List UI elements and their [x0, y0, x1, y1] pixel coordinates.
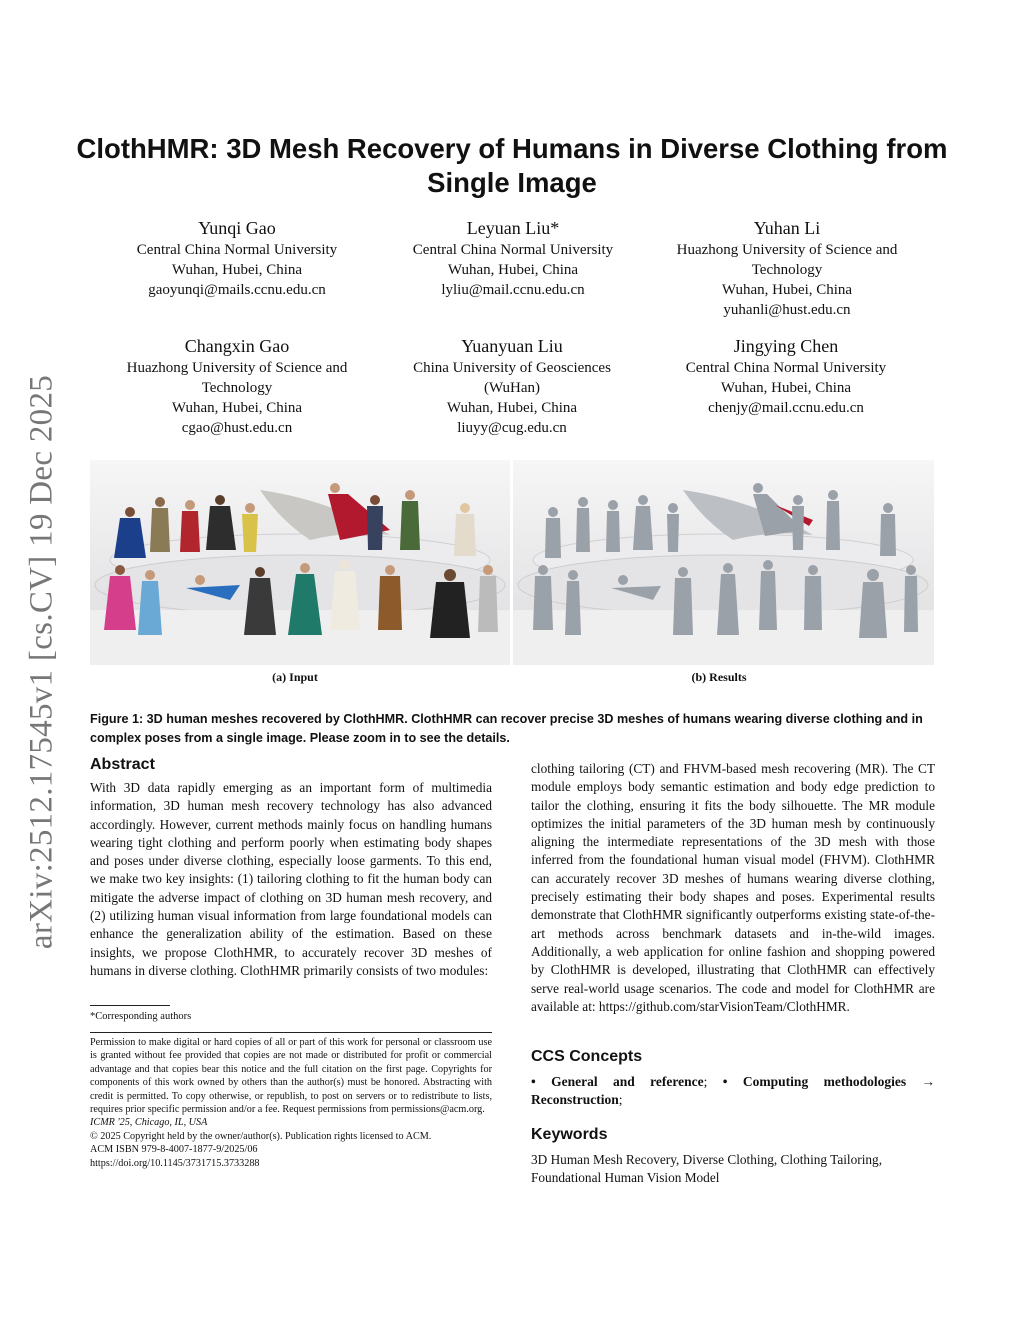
figure-results-panel: [513, 460, 934, 665]
isbn: ACM ISBN 979-8-4007-1877-9/2025/06: [90, 1144, 258, 1156]
author-name: Yuanyuan Liu: [461, 336, 563, 356]
author-location: Wuhan, Hubei, China: [171, 262, 303, 278]
author-location: Wuhan, Hubei, China: [720, 380, 852, 396]
author-email: gaoyunqi@mails.ccnu.edu.cn: [148, 282, 326, 298]
venue: ICMR '25, Chicago, IL, USA: [90, 1117, 208, 1129]
author-block: [641, 334, 931, 418]
keywords-heading: Keywords: [531, 1126, 608, 1143]
ccs-item: • General and reference: [531, 1074, 704, 1089]
author-location: Wuhan, Hubei, China: [446, 400, 578, 416]
permission-text: Permission to make digital or hard copies of all or part of this work for personal or classroom use is granted without fee provided that copies are not made or distributed for profit or commercial advantage and that copies bear this notice and the full citation on the first page. Copyrights for components of this work owned by others than the author(s) must be honored. Abstracting with credit is permitted. To copy otherwise, or republish, to post on servers or to redistribute to lists, requires prior specific permission and/or a fee. Request permissions from permissions@acm.org.: [90, 1037, 492, 1116]
author-name: Yuhan Li: [753, 218, 821, 238]
figure-label-results: (b) Results: [691, 670, 747, 684]
author-affiliation: Central China Normal University: [412, 242, 614, 258]
author-block: [368, 216, 658, 300]
author-name: Jingying Chen: [733, 336, 839, 356]
footnote-rule: [90, 1005, 170, 1006]
author-affiliation: Huazhong University of Science and: [126, 360, 348, 376]
permission-block: [90, 1036, 492, 1170]
mesh-results-collage: [513, 460, 934, 665]
figure-1: [90, 460, 934, 665]
author-affiliation: Technology: [751, 262, 823, 278]
ccs-heading: CCS Concepts: [531, 1048, 643, 1065]
author-affiliation: (WuHan): [483, 380, 541, 396]
input-photo-collage: [90, 460, 510, 665]
figure-input-panel: [90, 460, 510, 665]
author-email: lyliu@mail.ccnu.edu.cn: [441, 282, 585, 298]
abstract-heading: Abstract: [90, 756, 155, 773]
author-affiliation: Huazhong University of Science and: [676, 242, 898, 258]
figure-label-input: (a) Input: [272, 670, 318, 684]
abstract-text-right: clothing tailoring (CT) and FHVM-based mesh recovering (MR). The CT module employs body semantic estimation and body edge prediction to tailor the clothing, ensuring it fits the body silhouette. The MR module optimizes the initial parameters of the 3D human mesh by continuously aligning the intermediate representations of the 3D mesh with those inferred from the foundational human visual model (FHVM). ClothHMR can accurately recover 3D meshes of humans wearing diverse clothing, precisely estimating their body shapes and poses. Experimental results demonstrate that ClothHMR significantly outperforms existing state-of-the-art methods across benchmark datasets and in-the-wild images. Additionally, a web application for online fashion and shopping powered by ClothHMR is developed, illustrating that ClothHMR can effectively serve real-world usage scenarios. The code and model for ClothHMR are available at: https://github.com/starVisionTeam/ClothHMR.: [531, 761, 935, 1014]
author-email: chenjy@mail.ccnu.edu.cn: [708, 400, 864, 416]
author-name: Yunqi Gao: [198, 218, 276, 238]
ccs-item: • Computing methodologies → Reconstruction: [531, 1074, 935, 1108]
author-affiliation: Central China Normal University: [685, 360, 887, 376]
abstract-text-left: With 3D data rapidly emerging as an important form of multimedia information, 3D human mesh recovery technology has also advanced accordingly. However, current methods mainly focus on handling humans wearing tight clothing and perform poorly when estimating body shapes and poses under diverse clothing, especially loose garments. To this end, we make two key insights: (1) tailoring clothing to fit the human body can mitigate the adverse impact of clothing on 3D human mesh recovery, and (2) utilizing human visual information from large foundational models can enhance the generalization ability of the estimation. Based on these insights, we propose ClothHMR, to accurately recover 3D meshes of humans in diverse clothing. ClothHMR primarily consists of two modules:: [90, 780, 492, 978]
author-location: Wuhan, Hubei, China: [721, 282, 853, 298]
author-name: Changxin Gao: [184, 336, 290, 356]
ccs-concepts: • General and reference; • Computing methodologies → Reconstruction;: [531, 1074, 935, 1108]
permission-rule: [90, 1032, 492, 1033]
figure-caption: Figure 1: 3D human meshes recovered by ClothHMR. ClothHMR can recover precise 3D meshes of humans wearing diverse clothing and in complex poses from a single image. Please zoom in to see the details.: [90, 712, 923, 745]
author-block: [642, 216, 932, 320]
author-block: [367, 334, 657, 438]
author-affiliation: Technology: [201, 380, 273, 396]
author-email: yuhanli@hust.edu.cn: [723, 302, 851, 318]
doi-link[interactable]: https://doi.org/10.1145/3731715.3733288: [90, 1157, 260, 1169]
footnote: *Corresponding authors: [90, 1011, 192, 1022]
author-block: [92, 216, 382, 300]
paper-title: ClothHMR: 3D Mesh Recovery of Humans in Diverse Clothing from Single Image: [76, 133, 948, 198]
author-location: Wuhan, Hubei, China: [171, 400, 303, 416]
author-affiliation: China University of Geosciences: [413, 360, 611, 376]
author-email: cgao@hust.edu.cn: [181, 420, 293, 436]
arxiv-stamp: arXiv:2512.17545v1 [cs.CV] 19 Dec 2025: [23, 374, 60, 950]
copyright: © 2025 Copyright held by the owner/author(s). Publication rights licensed to ACM.: [90, 1130, 432, 1142]
author-block: [92, 334, 382, 438]
author-location: Wuhan, Hubei, China: [447, 262, 579, 278]
keywords-text: 3D Human Mesh Recovery, Diverse Clothing, Clothing Tailoring, Foundational Human Vision Model: [531, 1152, 883, 1186]
author-email: liuyy@cug.edu.cn: [457, 420, 567, 436]
author-name: Leyuan Liu*: [466, 218, 560, 238]
author-affiliation: Central China Normal University: [136, 242, 338, 258]
